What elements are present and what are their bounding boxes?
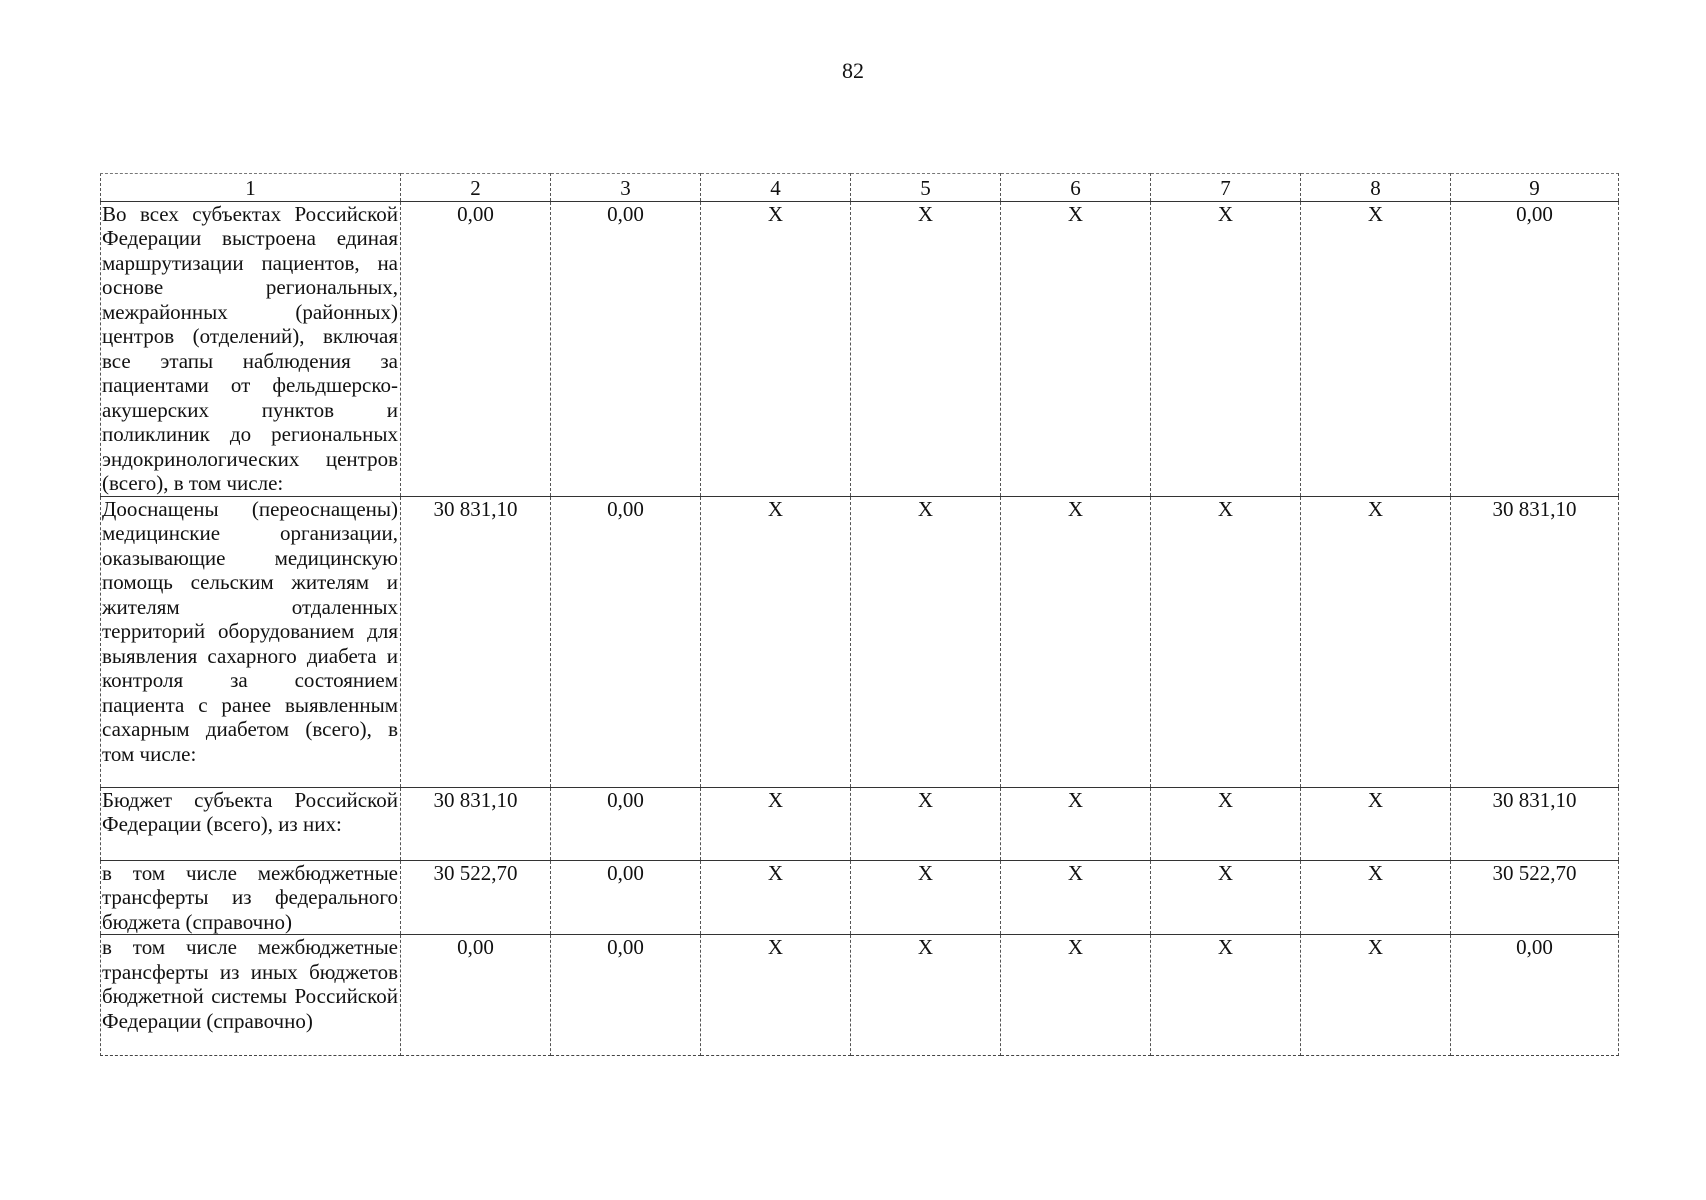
table-cell: X (1001, 496, 1151, 787)
table-cell: 0,00 (551, 496, 701, 787)
table-cell: X (701, 860, 851, 935)
column-header: 3 (551, 174, 701, 202)
row-description: в том числе межбюджетные трансферты из федерального бюджета (справочно) (101, 860, 401, 935)
column-header: 8 (1301, 174, 1451, 202)
table-row (101, 201, 1619, 496)
table-row (101, 860, 1619, 935)
row-description: в том числе межбюджетные трансферты из иных бюджетов бюджетной системы Российской Федерации (справочно) (101, 935, 401, 1056)
row-description: Во всех субъектах Российской Федерации выстроена единая маршрутизации пациентов, на основе региональных, межрайонных (районных) центров (отделений), включая все этапы наблюдения за пациентами от фельдшерско-акушерских пунктов и поликлиник до региональных эндокринологических центров (всего), в том числе: (101, 201, 401, 496)
table-cell: 30 831,10 (1451, 496, 1619, 787)
table-cell: X (1001, 201, 1151, 496)
table-cell: X (851, 787, 1001, 860)
table-row (101, 935, 1619, 1056)
column-header: 2 (401, 174, 551, 202)
column-header: 1 (101, 174, 401, 202)
table-cell: X (851, 201, 1001, 496)
table-cell: X (1001, 935, 1151, 1056)
table-row (101, 787, 1619, 860)
table-cell: 0,00 (551, 201, 701, 496)
table-cell: 30 831,10 (401, 496, 551, 787)
table-header-row (101, 174, 1619, 202)
table-cell: X (1151, 935, 1301, 1056)
column-header: 7 (1151, 174, 1301, 202)
table-cell: X (851, 860, 1001, 935)
table-cell: X (701, 201, 851, 496)
table-cell: X (1301, 496, 1451, 787)
row-description: Бюджет субъекта Российской Федерации (всего), из них: (101, 787, 401, 860)
table-cell: 30 831,10 (1451, 787, 1619, 860)
table-cell: 30 522,70 (1451, 860, 1619, 935)
table-cell: 0,00 (551, 860, 701, 935)
table-cell: X (1301, 860, 1451, 935)
table-cell: X (1151, 787, 1301, 860)
table-row (101, 496, 1619, 787)
column-header: 5 (851, 174, 1001, 202)
table-cell: X (1301, 935, 1451, 1056)
budget-table (100, 173, 1619, 1056)
table-cell: X (1001, 787, 1151, 860)
table-cell: X (851, 935, 1001, 1056)
column-header: 4 (701, 174, 851, 202)
table-cell: 30 522,70 (401, 860, 551, 935)
table-cell: X (701, 935, 851, 1056)
column-header: 9 (1451, 174, 1619, 202)
table-cell: X (851, 496, 1001, 787)
page-number: 82 (842, 58, 864, 83)
table-cell: 0,00 (401, 935, 551, 1056)
table-cell: 0,00 (551, 787, 701, 860)
table-cell: X (1301, 787, 1451, 860)
table-cell: 0,00 (551, 935, 701, 1056)
row-description: Дооснащены (переоснащены) медицинские организации, оказывающие медицинскую помощь сельским жителям и жителям отдаленных территорий оборудованием для выявления сахарного диабета и контроля за состоянием пациента с ранее выявленным сахарным диабетом (всего), в том числе: (101, 496, 401, 787)
table-cell: 30 831,10 (401, 787, 551, 860)
table-cell: X (1301, 201, 1451, 496)
table-cell: 0,00 (1451, 935, 1619, 1056)
table-cell: X (1151, 860, 1301, 935)
table-cell: X (1001, 860, 1151, 935)
table-cell: 0,00 (401, 201, 551, 496)
table-cell: 0,00 (1451, 201, 1619, 496)
column-header: 6 (1001, 174, 1151, 202)
table-cell: X (701, 787, 851, 860)
table-cell: X (701, 496, 851, 787)
table-cell: X (1151, 496, 1301, 787)
table-cell: X (1151, 201, 1301, 496)
